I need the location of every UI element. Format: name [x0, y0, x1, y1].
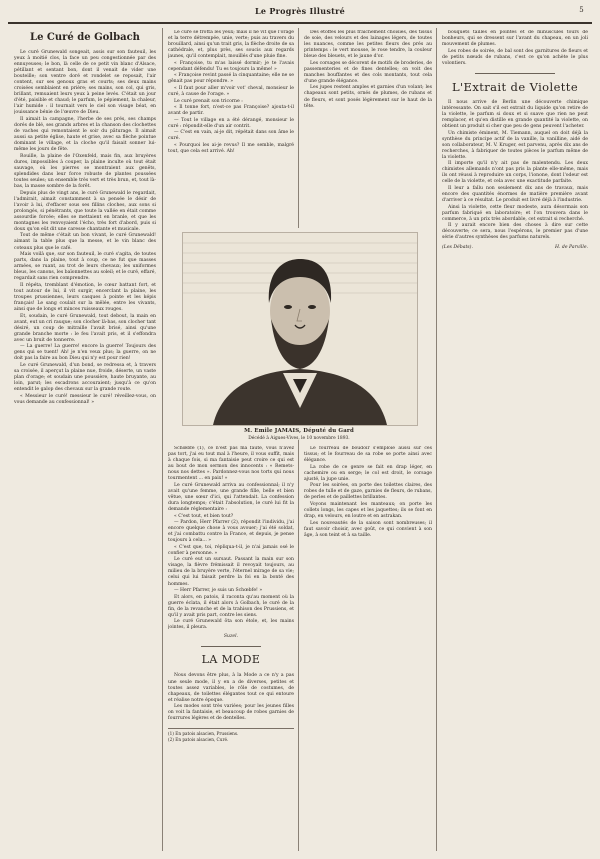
- source-credit: (Les Débats).: [442, 245, 473, 251]
- article-cure-end: [168, 446, 294, 631]
- paragraph: Les robes de soirée, de bal sont des garnitures de fleurs et de petits nœuds de rubans, c'est ce qu'on achète le plus volontiers.: [442, 48, 588, 66]
- portrait-engraving: [182, 232, 418, 426]
- footnote: (1) En patois alsacien, Prussiens.: [168, 731, 239, 737]
- column-divider: [436, 28, 437, 851]
- column-2-bottom: [168, 446, 294, 851]
- column-4: [442, 30, 588, 852]
- column-divider: [298, 440, 299, 851]
- paragraph: Pour les soirées, on porte des toilettes claires, des robes de tulle et de gaze, garnies de fleurs, de rubans, de perles et de paillettes brillantes.: [304, 483, 432, 501]
- paragraph: Des étoffes les plus fraîchement choisies, des tissus de soie, des velours et des lainages légers, de toutes les nuances, comme les petites fleurs des prés au printemps : le vert mousse, le rose tendre, la couleur bleue des bleuets, et le jaune d'or.: [304, 30, 432, 60]
- paragraph: bouquets taillés en pointes et de minuscules tours de bonheurs, qui se dressent sur l'avant du chapeau, en un joli mouvement de plumes.: [442, 30, 588, 48]
- paragraph: Il leur a fallu non seulement dix ans de travaux, mais encore des quantités énormes de matière première avant d'arriver à ce résultat. Le produit est livré déjà à l'industrie.: [442, 185, 588, 204]
- paragraph: — La guerre! La guerre! encore la guerre! Toujours des gens qui se tuent! Ah! je n'en veux plus; la guerre, on ne doit pas la faire au bon Dieu qui n'y est pour rien!: [14, 344, 156, 362]
- paragraph: Les modes sont très variées; pour les jeunes filles on voit la fantaisie, et beaucoup de robes garnies de fourrures légères et de dentelles.: [168, 704, 294, 722]
- column-3-bottom: [304, 446, 432, 851]
- paragraph: « Françoise revint passé la cinquantaine; elle ne se gênait pas pour répondre. »: [168, 73, 294, 85]
- paragraph: Le curé Grunewald, d'un bond, se redressa et, à travers sa croisée, il aperçut la plaine nue, froide, déserte, un vaste plan d'orage; et soudain une poussière, haute bruyante, au loin, parut; les escadrons accouraient; jusqu'à ce qu'on entendit le galop des chevaux sur la grande route.: [14, 362, 156, 393]
- column-divider: [298, 28, 299, 228]
- separator: [201, 646, 261, 647]
- paragraph: Un chimiste éminent, M. Tiemann, auquel on doit déjà la synthèse du principe actif de la vanille, la vanilline, aidé de son collaborateur, M. V. Kruger, est parvenu, après dix ans de recherches, à fabriquer de toutes pièces le parfum même de la violette.: [442, 130, 588, 160]
- paragraph: Il importe qu'il n'y ait pas de malentendu. Les deux chimistes allemands n'ont pas pris la plante elle-même, mais ils ont réussi à reproduire un corps, l'ionone, dont l'odeur est celle de la violette, et cela avec une exactitude parfaite.: [442, 161, 588, 185]
- paragraph: Il y aurait encore bien des choses à dire sur cette découverte; ce sera, nous l'espérons, le premier pas d'une série d'autres synthèses des parfums naturels.: [442, 223, 588, 241]
- paragraph: Le fourreau de boudoir s'emploie aussi sur ces tissus; et le fourreau de sa robe se porte ainsi avec élégance.: [304, 446, 432, 464]
- article-title-mode: LA MODE: [201, 653, 261, 667]
- footnotes: [168, 728, 294, 743]
- paragraph: « Françoise, tu m'as laissé dormir; je te l'avais cependant défendu! Tu es toujours la même! »: [168, 60, 294, 72]
- paragraph: Les corsages se décorent de motifs de broderies, de passementeries et de fines dentelles; on voit des manches bouffantes et des cols montants, tout cela d'une grande élégance.: [304, 60, 432, 84]
- mode-text-top: [304, 30, 432, 110]
- paragraph: Mais voilà que, sur son fauteuil, le curé s'agita, de toutes parts, dans la plaine, tout à coup, ce ne fut que masses armées, se ruant, au trot de leurs chevaux; les uniformes bleus, les canons, les baïonnettes au soleil; et le curé, effaré, regardait sans rien comprendre.: [14, 252, 156, 282]
- paragraph: Il aimait la campagne, l'herbe de ses prés, ses champs dorés de blé, ses grands arbres et la chanson des clochettes de vaches qui remontaient le soir du pâturage. Il aimait aussi sa petite église, haute et grise, avec sa flèche pointue dominant le village, et la cloche qu'il faisait sonner lui-même les jours de fête.: [14, 117, 156, 153]
- column-3-top: [304, 30, 432, 226]
- paragraph: Il répéta, tremblant d'émotion, le cœur battant fort, et tout autour de lui, il vit surgir, encerclant la plaine, les troupes prussiennes, leurs casques à pointe et les képis français! Le sang coulait sur la mêlée, entre les vivants, ainsi que de longs et minces ruisseaux rouges.: [14, 282, 156, 312]
- paragraph: « C'est que, toi, répliqua-t-il, je n'ai jamais osé le confier à personne. »: [168, 544, 294, 556]
- article-title-cure: Le Curé de Golbach: [30, 32, 140, 43]
- footnote: (2) En patois alsacien, Curé.: [168, 737, 229, 743]
- paragraph: Les nouveautés de la saison sont nombreuses; il faut savoir choisir, avec goût, ce qui convient à son âge, à son teint et à sa taille.: [304, 520, 432, 538]
- paragraph: Le curé se frotta les yeux; mais il ne vit que l'orage et la terre détrempée, unie, verte; puis au travers du brouillard, ainsi qu'un trait gris, la flèche droite de sa cathédrale, et, plus près, ses soucis aux regards jaunes, qu'il contemplait, mouillés d'une pluie fine.: [168, 30, 294, 60]
- paragraph: « Il tonne fort, n'est-ce pas Françoise? ajouta-t-il avant de partir.: [168, 105, 294, 117]
- article-violette-body: [442, 100, 588, 242]
- paragraph: Depuis plus de vingt ans, le curé Grunewald le regardait, l'admirait, aimait constamment à sa pensée le désir de l'avoir à lui, d'effacer sous ses fillins cloches, aux sons si prolongés, si pénétrants, que toute la vallée en était comme assourdie forcée; elles se mettaient en branle, et que les montagnes les renvoyaient l'écho, très fort d'abord, puis si doux qu'on eût dit une caresse chantante et musicale.: [14, 190, 156, 232]
- paragraph: La robe de ce genre se fait en drap léger, en cachemire ou en serge; le col est droit, le corsage ajusté, la jupe unie.: [304, 464, 432, 482]
- masthead: [12, 6, 588, 20]
- paragraph: Et alors, en patois, il raconta qu'au moment où la guerre éclata, il était alors à Golbach, le curé de la fin, de la revanche et de la trahison des Prussiens, et qu'il y avait pris part, contre les siens.: [168, 594, 294, 618]
- paragraph: Il nous arrive de Berlin une découverte chimique intéressante. On sait s'il est extrait du liquide qu'on retire de la violette, le parfum si doux et si suave que rien ne peut remplacer, et qu'en distille en grande quantité la violette, on obtient un produit si cher que peu de gens peuvent l'acheter.: [442, 99, 588, 129]
- column-2-top: [168, 30, 294, 226]
- separator: [475, 73, 555, 74]
- column-divider: [162, 28, 163, 851]
- article-signature: Suzel.: [223, 634, 239, 640]
- page-number: 5: [579, 6, 584, 14]
- mode-text-end: [442, 30, 588, 67]
- article-cure-body: [14, 50, 156, 406]
- paragraph: — Pardon, Herr Pfarrer (2), répondit l'individu, j'ai encore quelque chose à vous avouer; j'ai été soldat, et j'ai combattu contre la France, et depuis, je pense toujours à cela... »: [168, 520, 294, 544]
- paragraph: Et, soudain, le curé Grunewald, tout debout, la main en avant, eut un cri rauque; son clocher là-bas, son clocher tant désiré, un coup de mitraille l'avait brisé, ainsi qu'une grande branche morte : le feu l'avait pris, et il s'effondra avec un bruit de tonnerre.: [14, 313, 156, 343]
- paragraph: « Messieur le curé! messieur le curé! réveillez-vous, on vous demande au confessionnal! »: [14, 393, 156, 405]
- paragraph: Le curé Grunewald arriva au confessionnal; il n'y avait qu'une femme, une grande fille, belle et bien vêtue, une sœur d'ici, qui l'attendait. La confession dura longtemps; c'était l'absolution, le curé lui fit la demande réglementaire :: [168, 482, 294, 512]
- mode-text-bottom: [304, 446, 432, 539]
- paragraph: Rouille, la plaine de l'Oxenfeld, mais fin, aux bruyères dures, impossibles à couper, la plaine inculte où tout était sauvage, où les pierres se montraient aux genêts, splendides dans leur force robuste de plantes poussées toutes seules; un ensemble très vert et très brun, et, tout là-bas, la masse sombre de la forêt.: [14, 153, 156, 190]
- portrait-caption: [182, 428, 416, 442]
- column-1: [14, 30, 156, 852]
- paragraph: « Pourquoi les ai-je revus? Il me semble, malgré tout, que cela est arrivé. Ah!: [168, 142, 294, 154]
- paragraph: Le curé eut un sursaut. Passant la main sur son visage, la fièvre frémissait il revoyait toujours, au milieu de la bruyère verte, l'éternel mirage de sa vie; celui qui lui faisait perdre la foi en la bonté des hommes.: [168, 557, 294, 587]
- caption-main: M. Emile JAMAIS, Député du Gard: [244, 428, 354, 434]
- paragraph: Nous devons être plus, à la Mode a ce n'y a pas une seule mode, il y en a de diverses, petites et toutes assez variables, le rôle de costumes, de chapeaux, de toilettes élégantes tout ce qui entoure et réalise notre époque.: [168, 673, 294, 703]
- paragraph: Le curé Grunewald songeait, assis sur son fauteuil, les yeux à moitié clos, la face un peu congestionnée par des ennuyeuses; le bon, là celle de ce petit vin blanc d'Alsace, pétillant et sentant bon, dont il venait de vider une bouteille; son ventre doré et rondelet se reposait, l'air content, sur ses genoux gras et courts; ses deux mains croisées semblaient en prière; ses mains, son col, qui gris, brillant, remuaient leurs yeux à peine levés. C'était un jour d'été, paisible et chaud; le parfum, le pépiement, la chaleur, l'air humide : il tournait vers le ciel son visage béat, en jouissance bénie de l'œuvre de Dieu.: [14, 50, 156, 116]
- article-title-violette: L'Extrait de Violette: [451, 79, 579, 94]
- paragraph: Tout de même c'était un bon vivant, le curé Grunewald! aimant la table plus que la messe, et le vin blanc des coteaux plus que le café.: [14, 233, 156, 251]
- article-cure-continued: [168, 30, 294, 155]
- article-mode-body: [168, 673, 294, 722]
- paragraph: Ainsi la violette, cette fleur modeste, aura désormais son parfum fabriqué en laboratoire; et l'on trouvera dans le commerce, à un prix très abordable, cet extrait si recherché.: [442, 204, 588, 222]
- paragraph: « C'est tout, et bien tout?: [174, 513, 234, 519]
- paragraph: — Tout le village en a été dérangé, monsieur le curé : répondit-elle d'un air contrit.: [168, 117, 294, 129]
- paragraph: Voyons maintenant les manteaux; on porte les collets longs, les capes et les jaquettes; ils se font en drap, en velours, en loutre et en astrakan.: [304, 501, 432, 520]
- paragraph: « Il faut pour aller m'voir vot' cheval, monsieur le curé, à cause de l'orage. »: [168, 85, 294, 97]
- paragraph: Le curé prenait son tricorne :: [174, 98, 243, 104]
- paragraph: — Herr Pfarrer, je suis un Schœbfe! »: [174, 588, 263, 594]
- paragraph: — C'est en vain, ai-je dit, répétait dans son âme le curé.: [168, 130, 294, 142]
- paragraph: Le curé Grunewald ôta son étole, et, les mains jointes, il pleura.: [168, 619, 294, 631]
- article-violette-signature: [442, 245, 588, 251]
- paragraph: Les jupes restent amples et garnies d'un volant; les chapeaux sont petits, ornés de plumes, de rubans et de fleurs, et sont posés légèrement sur le haut de la tête.: [304, 85, 432, 109]
- caption-sub: Décédé à Aigues-Vives, le 10 novembre 1893.: [248, 436, 350, 441]
- masthead-title: Le Progrès Illustré: [254, 6, 346, 16]
- header-rule: [8, 22, 592, 24]
- author-credit: H. de Parville.: [554, 245, 588, 251]
- paragraph: Schœbfe (1), ce n'est pas ma faute, vous n'avez pas tort, j'ai eu tout mal à l'heure, il vous suffit, mais à chaque fois, si ma fantaisie peut croire ce qui est au bout de mon sermon des innocents : « Remets-nous nos dettes ». Pardonnez-vous nos torts qui nous tourmentent ... en paix! »: [168, 446, 294, 482]
